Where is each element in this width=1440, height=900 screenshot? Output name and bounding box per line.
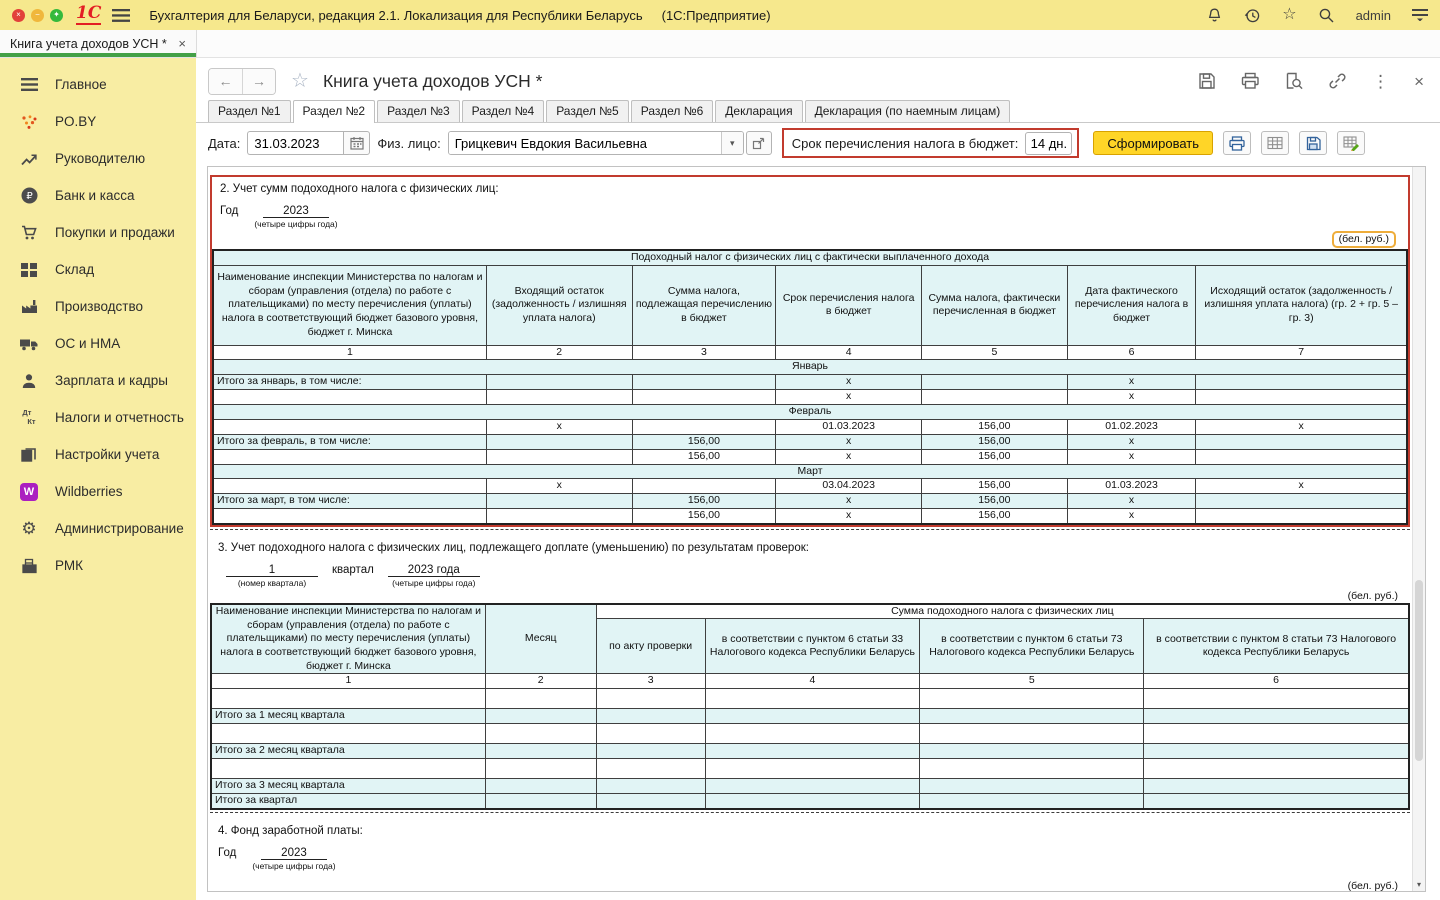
table-cell[interactable]: 156,00 [922,494,1068,509]
warehouse-blocks-icon [18,263,40,277]
table-row [213,509,1407,524]
factory-icon [18,299,40,314]
table-cell[interactable] [485,759,596,779]
sidebar-item-bank-i-kassa[interactable] [0,177,196,214]
column-numbers-row [213,345,1407,360]
table-cell[interactable]: 5 [922,345,1068,360]
vertical-scrollbar[interactable] [1412,167,1425,891]
1c-logo: 1С [76,3,102,23]
person-combo[interactable] [448,131,744,155]
menu-icon [18,78,40,91]
table-cell[interactable] [705,759,920,779]
table-cell[interactable] [1196,449,1407,464]
report-content [208,167,1412,891]
month-band[interactable]: Январь [213,360,1407,375]
sidebar-item-wildberries[interactable] [0,473,196,510]
titlebar [0,0,1440,30]
table-cell[interactable]: 1 [213,345,486,360]
tab-razdel-6[interactable]: Раздел №6 [631,100,714,122]
table-cell[interactable] [485,794,596,809]
forward-arrow-icon[interactable]: → [242,69,275,94]
table-row [213,419,1407,434]
user-menu-icon[interactable] [1412,9,1428,21]
quarter-year-value: 2023 года [388,564,480,577]
table-cell[interactable]: х [776,494,922,509]
table-row [213,389,1407,404]
table-cell[interactable]: 156,00 [922,419,1068,434]
audit-tax-table [210,603,1410,810]
table-cell[interactable] [486,449,632,464]
tab-razdel-3[interactable]: Раздел №3 [377,100,460,122]
year-hint: (четыре цифры года) [254,219,338,229]
table-button[interactable] [1261,131,1289,155]
generate-button[interactable]: Сформировать [1093,131,1213,155]
year-label: Год [220,205,239,217]
print-button[interactable] [1223,131,1251,155]
table-cell[interactable] [596,724,705,744]
tab-razdel-1[interactable]: Раздел №1 [208,100,291,122]
sidebar-item-nastroyki-ucheta[interactable] [0,436,196,473]
table-cell[interactable] [705,794,920,809]
person-input[interactable] [449,132,721,154]
table-cell[interactable] [485,744,596,759]
table-cell[interactable] [486,509,632,524]
currency-note-highlight: (бел. руб.) [1332,231,1396,248]
table-cell[interactable] [213,479,486,494]
currency-note: (бел. руб.) [1347,589,1398,602]
table-cell[interactable] [920,794,1144,809]
table-cell[interactable]: х [1067,509,1196,524]
section4 [210,825,1410,891]
table-band-title: Подоходный налог с физических лиц с фактически выплаченного дохода [213,250,1407,265]
table-cell[interactable]: Итого за 3 месяц квартала [211,779,485,794]
table-cell[interactable] [632,479,776,494]
tab-razdel-2[interactable]: Раздел №2 [293,100,376,123]
table-cell[interactable] [1144,689,1409,709]
table-cell[interactable]: Итого за январь, в том числе: [213,374,486,389]
table-cell[interactable] [486,494,632,509]
table-cell[interactable] [596,689,705,709]
table-cell[interactable] [596,759,705,779]
column-header: Сумма налога, фактически перечисленная в бюджет [922,265,1068,345]
gear-icon: ⚙ [21,519,37,538]
tab-razdel-5[interactable]: Раздел №5 [546,100,629,122]
user-name[interactable]: admin [1355,7,1391,23]
column-header: Срок перечисления налога в бюджет [776,265,922,345]
table-cell[interactable] [1196,374,1407,389]
section-tabs [196,100,1440,123]
sidebar-item-label: РМК [55,558,83,573]
sidebar-item-poby[interactable] [0,103,196,140]
table-cell[interactable] [485,724,596,744]
column-numbers-row [211,674,1409,689]
table-row [213,494,1407,509]
table-cell[interactable] [213,389,486,404]
table-cell[interactable] [920,709,1144,724]
column-header: в соответствии с пунктом 8 статьи 73 Налогового кодекса Республики Беларусь [1144,619,1409,674]
window-close-icon[interactable]: × [12,9,25,22]
year-value: 2023 [261,847,327,860]
table-cell[interactable]: 01.02.2023 [1067,419,1196,434]
person-label: Физ. лицо: [377,135,441,151]
section3-title: 3. Учет подоходного налога с физических лиц, подлежащего доплате (уменьшению) по результатам проверок: [218,541,809,554]
search-icon[interactable] [1318,7,1335,24]
table-cell[interactable] [486,389,632,404]
print-icon[interactable] [1241,72,1260,90]
tab-deklaraciya-naemnye[interactable]: Декларация (по наемным лицам) [805,100,1011,122]
table-cell[interactable]: х [776,374,922,389]
table-cell[interactable] [486,374,632,389]
table-cell[interactable] [211,689,485,709]
back-arrow-icon[interactable]: ← [209,69,242,94]
table-cell[interactable]: х [1067,434,1196,449]
sidebar-item-label: Wildberries [55,484,123,499]
svg-text:₽: ₽ [25,191,33,202]
month-band-row [213,404,1407,419]
section3 [210,542,1410,810]
column-header: Сумма налога, подлежащая перечислению в бюджет [632,265,776,345]
year-hint: (четыре цифры года) [252,860,336,871]
column-header: Исходящий остаток (задолженность / излишняя уплата налога) (гр. 2 + гр. 5 – гр. 3) [1196,265,1407,345]
table-cell[interactable]: х [776,449,922,464]
save-icon[interactable] [1198,72,1216,90]
table-cell[interactable] [705,744,920,759]
cart-icon [18,225,40,241]
table-cell[interactable]: 156,00 [632,509,776,524]
table-cell[interactable]: х [1067,389,1196,404]
table-row [211,744,1409,759]
sidebar-item-os-i-nma[interactable] [0,325,196,362]
table-cell[interactable] [920,689,1144,709]
sidebar-item-label: Склад [55,262,95,277]
table-row [211,794,1409,809]
column-header: Входящий остаток (задолженность / излишняя уплата налога) [486,265,632,345]
sidebar [0,58,196,900]
table-cell[interactable] [632,374,776,389]
quarter-value: 1 [226,564,318,577]
currency-note: (бел. руб.) [1347,879,1398,891]
table-cell[interactable] [596,779,705,794]
date-input[interactable] [247,131,343,155]
sidebar-item-administrirovanie[interactable] [0,510,196,547]
table-cell[interactable]: 5 [920,674,1144,689]
sidebar-item-label: Главное [55,77,107,92]
sidebar-item-glavnoe[interactable] [0,66,196,103]
section2-title: 2. Учет сумм подоходного налога с физических лиц: [220,183,499,195]
main-area [196,58,1440,900]
table-cell[interactable]: 6 [1144,674,1409,689]
month-band-row [213,360,1407,375]
income-tax-table [212,249,1408,525]
sidebar-item-label: Администрирование [55,521,184,536]
table-row [213,374,1407,389]
table-cell[interactable] [632,389,776,404]
table-cell[interactable] [632,419,776,434]
table-cell[interactable]: 2 [485,674,596,689]
ruble-circle-icon [18,187,40,204]
table-row [213,434,1407,449]
person-icon [18,373,40,389]
table-cell[interactable] [1144,724,1409,744]
sidebar-item-rukovoditelyu[interactable] [0,140,196,177]
pages-icon [18,447,40,462]
more-menu-icon[interactable]: ⋮ [1372,71,1390,91]
section2-highlight-box [210,175,1410,527]
quarter-year-hint: (четыре цифры года) [392,577,476,588]
poby-dots-icon [18,114,40,130]
column-header: Дата фактического перечисления налога в бюджет [1067,265,1196,345]
sidebar-item-label: Руководителю [55,151,146,166]
table-row [211,709,1409,724]
table-cell[interactable]: х [1196,479,1407,494]
table-cell[interactable] [1196,434,1407,449]
form-header [196,58,1440,100]
table-cell[interactable] [213,419,486,434]
table-cell[interactable] [920,744,1144,759]
table-edit-button[interactable] [1337,131,1365,155]
table-cell[interactable] [920,779,1144,794]
table-cell[interactable] [1196,389,1407,404]
favorites-star-icon[interactable]: ☆ [1282,6,1297,23]
table-cell[interactable]: 3 [632,345,776,360]
table-cell[interactable]: Итого за 1 месяц квартала [211,709,485,724]
table-cell[interactable] [213,449,486,464]
table-cell[interactable] [705,709,920,724]
app-tab-label: Книга учета доходов УСН * [10,36,167,51]
close-form-icon[interactable]: × [1414,71,1424,91]
toolbar [196,123,1440,164]
date-label: Дата: [208,135,241,151]
table-cell[interactable]: Итого за февраль, в том числе: [213,434,486,449]
group-header: Сумма подоходного налога с физических лиц [596,604,1409,619]
table-cell[interactable]: х [776,509,922,524]
table-cell[interactable] [920,759,1144,779]
column-header: Наименование инспекции Министерства по налогам и сборам (управления (отдела) по работе с плательщиками) по месту перечисления (уплаты) налога в соответствующий бюджет базового уровня, бюджет г. Минска [211,604,485,674]
table-cell[interactable]: 156,00 [632,434,776,449]
year-label: Год [218,846,237,859]
table-cell[interactable]: х [486,419,632,434]
open-person-icon[interactable] [746,131,772,155]
term-input[interactable] [1025,132,1072,155]
term-highlight-box [782,128,1080,158]
column-header: в соответствии с пунктом 6 статьи 73 Налогового кодекса Республики Беларусь [920,619,1144,674]
preview-icon[interactable] [1285,72,1303,90]
trend-chart-icon [18,152,40,166]
dt-kt-icon: Дт Кт [22,408,36,426]
table-cell[interactable]: х [776,389,922,404]
sidebar-item-nalogi-i-otchetnost[interactable] [0,399,196,436]
column-header: Наименование инспекции Министерства по налогам и сборам (управления (отдела) по работе с плательщиками) по месту перечисления (уплаты) налога в соответствующий бюджет базового уровня, бюджет г. Минска [213,265,486,345]
sidebar-item-label: Настройки учета [55,447,160,462]
column-header: в соответствии с пунктом 6 статьи 33 Налогового кодекса Республики Беларусь [705,619,920,674]
table-cell[interactable]: х [1067,494,1196,509]
table-cell[interactable] [920,724,1144,744]
wildberries-icon: W [18,483,40,501]
app-product: (1С:Предприятие) [661,7,771,23]
table-cell[interactable] [922,389,1068,404]
sidebar-item-label: Покупки и продажи [55,225,175,240]
table-row [213,479,1407,494]
table-cell[interactable]: 156,00 [922,434,1068,449]
table-cell[interactable]: х [1067,449,1196,464]
table-cell[interactable] [211,759,485,779]
nav-history-group [208,68,276,95]
cash-register-icon [18,558,40,574]
window-controls [12,9,63,22]
table-cell[interactable] [1144,709,1409,724]
quarter-hint: (номер квартала) [237,577,307,588]
table-cell[interactable] [486,434,632,449]
table-cell[interactable] [922,374,1068,389]
quarter-word: квартал [332,563,374,576]
table-row [211,779,1409,794]
sidebar-item-pokupki-i-prodazhi[interactable] [0,214,196,251]
month-band-row [213,464,1407,479]
table-cell[interactable]: 156,00 [632,449,776,464]
page-break-line [210,812,1410,813]
table-cell[interactable]: 156,00 [922,509,1068,524]
table-cell[interactable]: 156,00 [922,449,1068,464]
table-cell[interactable] [1144,779,1409,794]
tab-deklaraciya[interactable]: Декларация [715,100,802,122]
window-maximize-icon[interactable]: ✦ [50,9,63,22]
sidebar-item-zarplata-i-kadry[interactable] [0,362,196,399]
history-icon[interactable] [1244,7,1261,24]
section4-title: 4. Фонд заработной платы: [218,824,363,837]
table-cell[interactable] [596,744,705,759]
sidebar-item-label: ОС и НМА [55,336,121,351]
page-title: Книга учета доходов УСН * [322,70,543,91]
table-cell[interactable]: х [1196,419,1407,434]
table-cell[interactable]: 01.03.2023 [1067,479,1196,494]
term-label: Срок перечисления налога в бюджет: [791,135,1019,151]
table-cell[interactable]: Итого за март, в том числе: [213,494,486,509]
table-cell[interactable] [705,779,920,794]
year-value: 2023 [263,205,329,218]
table-cell[interactable]: 6 [1067,345,1196,360]
sidebar-item-sklad[interactable] [0,251,196,288]
favorite-star-icon[interactable]: ☆ [291,70,309,92]
scroll-down-icon[interactable]: ▾ [1416,880,1421,889]
table-cell[interactable]: х [1067,374,1196,389]
table-row [213,449,1407,464]
table-cell[interactable] [1196,509,1407,524]
app-tab-close-icon[interactable]: × [178,36,186,51]
table-cell[interactable]: 156,00 [632,494,776,509]
app-title: Бухгалтерия для Беларуси, редакция 2.1. Локализация для Республики Беларусь [149,7,643,23]
table-cell[interactable]: 4 [776,345,922,360]
table-cell[interactable]: Итого за 2 месяц квартала [211,744,485,759]
table-cell[interactable]: х [486,479,632,494]
sidebar-item-label: Налоги и отчетность [55,410,184,425]
table-cell[interactable]: 156,00 [922,479,1068,494]
table-cell[interactable] [211,724,485,744]
table-row [211,689,1409,709]
scrollbar-thumb[interactable] [1415,580,1423,761]
table-cell[interactable] [213,509,486,524]
table-cell[interactable]: 03.04.2023 [776,479,922,494]
truck-icon [18,337,40,351]
table-cell[interactable]: 01.03.2023 [776,419,922,434]
column-header: по акту проверки [596,619,705,674]
link-icon[interactable] [1328,72,1347,90]
table-cell[interactable]: х [776,434,922,449]
report-document[interactable] [207,166,1426,892]
app-tab-kniga-ucheta[interactable] [0,30,197,57]
table-cell[interactable] [596,709,705,724]
save-report-button[interactable] [1299,131,1327,155]
notifications-bell-icon[interactable] [1206,7,1223,24]
page-break-line [210,529,1410,530]
window-minimize-icon[interactable]: − [31,9,44,22]
month-band[interactable]: Март [213,464,1407,479]
sidebar-item-proizvodstvo[interactable] [0,288,196,325]
table-cell[interactable] [596,794,705,809]
month-band[interactable]: Февраль [213,404,1407,419]
table-cell[interactable] [485,709,596,724]
sidebar-item-label: Зарплата и кадры [55,373,168,388]
main-menu-icon[interactable] [110,9,132,22]
table-cell[interactable] [485,779,596,794]
column-header: Месяц [485,604,596,674]
sidebar-item-label: PO.BY [55,114,97,129]
table-cell[interactable] [1196,494,1407,509]
app-tabstrip [0,30,1440,58]
table-cell[interactable]: Итого за квартал [211,794,485,809]
sidebar-item-rmk[interactable] [0,547,196,584]
table-cell[interactable] [705,689,920,709]
table-cell[interactable]: 2 [486,345,632,360]
table-cell[interactable] [705,724,920,744]
table-row [211,759,1409,779]
sidebar-item-label: Банк и касса [55,188,135,203]
table-row [211,724,1409,744]
table-cell[interactable] [1144,744,1409,759]
table-cell[interactable]: 1 [211,674,485,689]
table-cell[interactable] [1144,759,1409,779]
table-cell[interactable]: 3 [596,674,705,689]
chevron-down-icon[interactable]: ▾ [721,132,743,154]
table-cell[interactable]: 4 [705,674,920,689]
table-cell[interactable] [1144,794,1409,809]
tab-razdel-4[interactable]: Раздел №4 [462,100,545,122]
calendar-icon[interactable] [343,131,370,155]
sidebar-item-label: Производство [55,299,144,314]
table-cell[interactable] [485,689,596,709]
table-cell[interactable]: 7 [1196,345,1407,360]
